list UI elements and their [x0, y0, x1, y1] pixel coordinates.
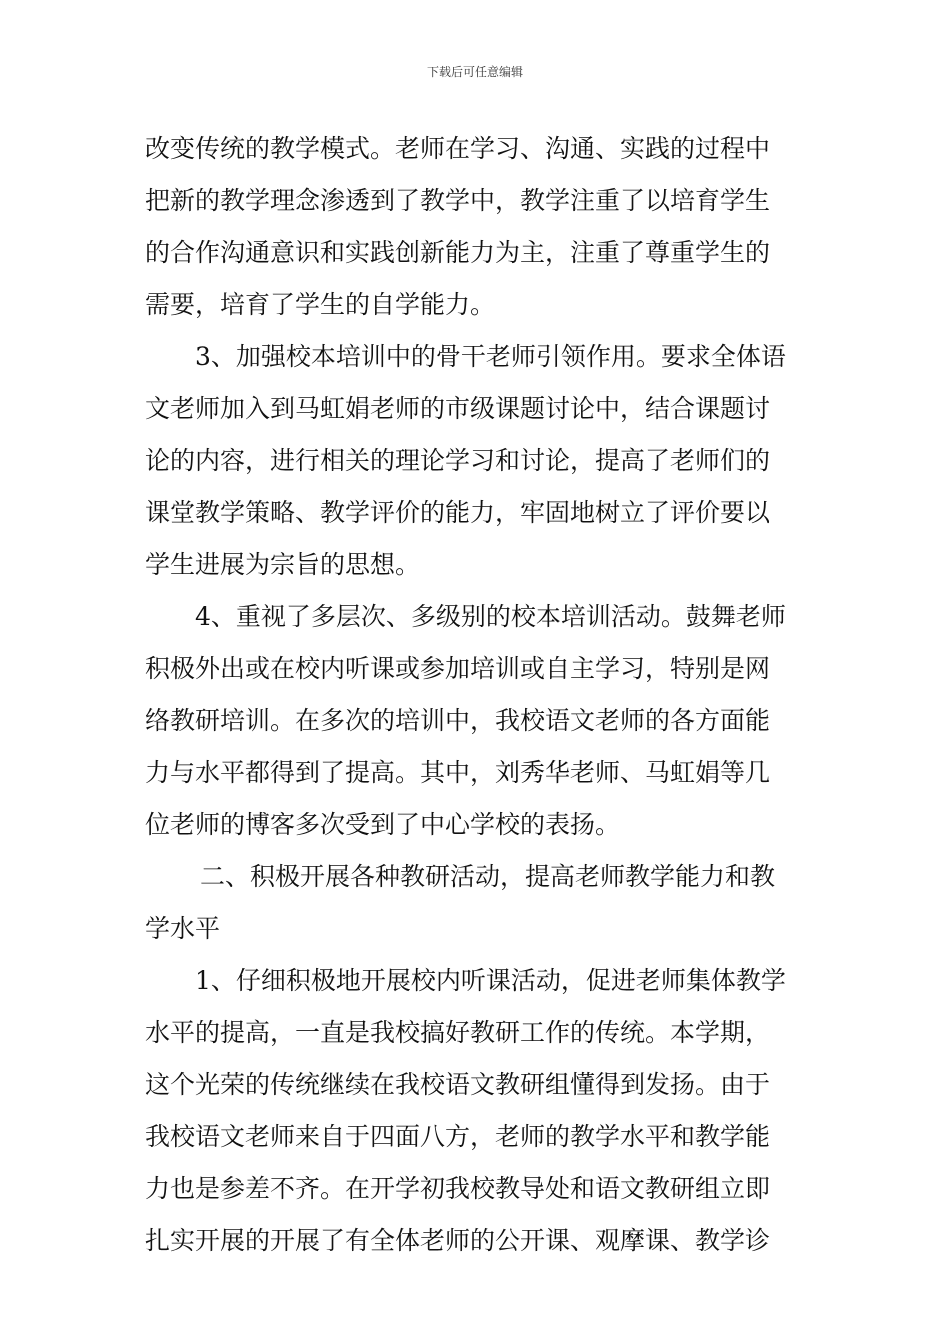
text-line: 扎实开展的开展了有全体老师的公开课、观摩课、教学诊: [145, 1226, 771, 1255]
text-line: 的合作沟通意识和实践创新能力为主，注重了尊重学生的: [145, 238, 771, 267]
text-line: 我校语文老师来自于四面八方，老师的教学水平和教学能: [145, 1122, 771, 1151]
text-line: 位老师的博客多次受到了中心学校的表扬。: [145, 810, 621, 839]
text-line: 把新的教学理念渗透到了教学中，教学注重了以培育学生: [145, 186, 771, 215]
text-line: 文老师加入到马虹娟老师的市级课题讨论中，结合课题讨: [145, 394, 771, 423]
text-line: 力与水平都得到了提高。其中，刘秀华老师、马虹娟等几: [145, 758, 771, 787]
text-line: 学生进展为宗旨的思想。: [145, 550, 421, 579]
text-line: 论的内容，进行相关的理论学习和讨论，提高了老师们的: [145, 446, 771, 475]
text-line: 力也是参差不齐。在开学初我校教导处和语文教研组立即: [145, 1174, 771, 1203]
text-line: 积极外出或在校内听课或参加培训或自主学习，特别是网: [145, 654, 771, 683]
paragraph-start-line: 1、仔细积极地开展校内听课活动，促进老师集体教学: [195, 966, 786, 995]
paragraph-start-line: 3、加强校本培训中的骨干老师引领作用。要求全体语: [195, 342, 786, 371]
text-line: 水平的提高，一直是我校搞好教研工作的传统。本学期，: [145, 1018, 771, 1047]
text-line: 改变传统的教学模式。老师在学习、沟通、实践的过程中: [145, 134, 771, 163]
page-header: 下载后可任意编辑: [426, 65, 523, 79]
text-line: 这个光荣的传统继续在我校语文教研组懂得到发扬。由于: [145, 1070, 771, 1099]
paragraph-start-line: 4、重视了多层次、多级别的校本培训活动。鼓舞老师: [195, 602, 786, 631]
document-body: [145, 123, 807, 1267]
text-line: 需要，培育了学生的自学能力。: [145, 290, 496, 319]
text-line: 络教研培训。在多次的培训中，我校语文老师的各方面能: [145, 706, 771, 735]
text-line: 课堂教学策略、教学评价的能力，牢固地树立了评价要以: [145, 498, 771, 527]
section-heading-line: 二、积极开展各种教研活动，提高老师教学能力和教: [200, 862, 776, 891]
section-heading-line: 学水平: [145, 914, 221, 943]
